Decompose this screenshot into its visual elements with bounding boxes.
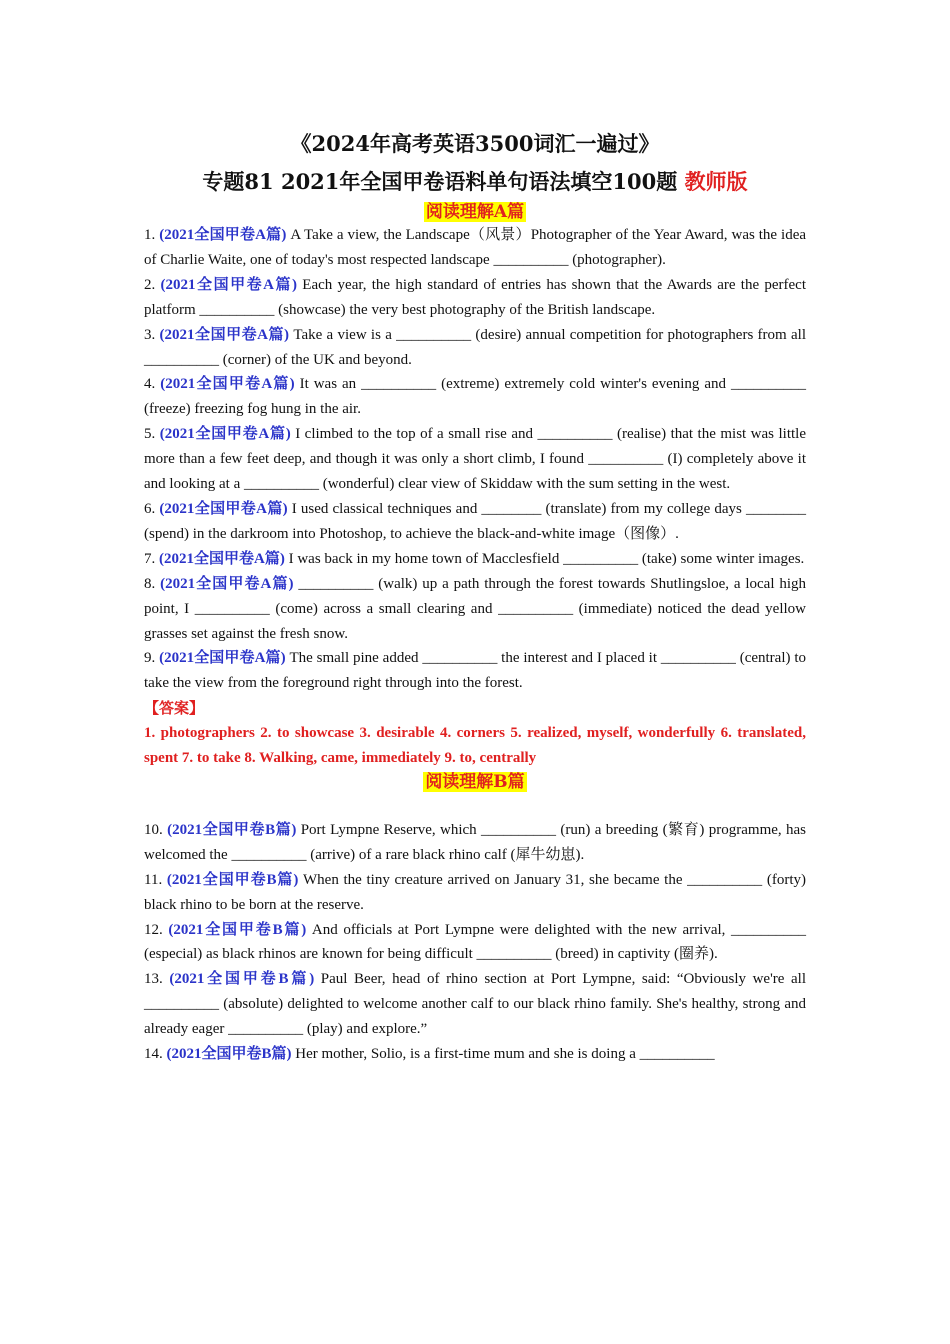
section-b-heading-text: 阅读理解B篇 — [425, 771, 525, 792]
question-item — [144, 572, 806, 647]
question-text: It was an __________ (extreme) extremely cold winter's evening and __________ (freeze) freezing fog hung in the air. — [144, 376, 807, 418]
question-source: (2021全国甲卷A篇) — [159, 227, 287, 243]
question-text: I climbed to the top of a small rise and __________ (realise) that the mist was little more than a few feet deep, and though it was only a short climb, I found __________ (I) completely above it and looking at a __________ (wonderful) clear view of Skiddaw with the sum setting in the west. — [144, 426, 806, 493]
question-item — [144, 273, 806, 323]
answer-label: 【答案】 — [144, 699, 205, 718]
question-text: Take a view is a __________ (desire) annual competition for photographers from all __________ (corner) of the UK and beyond. — [144, 326, 806, 368]
question-source: (2021全国甲卷B篇) — [166, 1046, 292, 1063]
question-item — [144, 372, 806, 422]
question-number: 11. — [144, 871, 167, 888]
question-item — [144, 497, 806, 547]
question-item — [144, 646, 806, 696]
question-number: 4. — [144, 376, 161, 393]
question-text: I used classical techniques and ________ (translate) from my college days ________ (spend) in the darkroom into Photoshop, to achieve the black-and-white image（图像）. — [144, 500, 807, 542]
question-source: (2021全国甲卷B篇) — [167, 821, 297, 838]
question-text: When the tiny creature arrived on January 31, she became the __________ (forty) black rhino to be born at the reserve. — [144, 871, 806, 913]
question-item — [144, 918, 806, 968]
question-number: 13. — [144, 971, 170, 988]
question-text: The small pine added __________ the interest and I placed it __________ (central) to take the view from the foreground right through into the forest. — [144, 650, 807, 692]
question-source: (2021全国甲卷A篇) — [160, 575, 294, 592]
section-b-heading — [144, 771, 806, 793]
question-number: 12. — [144, 921, 169, 938]
question-text: Port Lympne Reserve, which __________ (run) a breeding (繁育) programme, has welcomed the __________ (arrive) of a rare black rhino calf (犀牛幼崽). — [144, 821, 806, 863]
question-number: 2. — [144, 276, 161, 293]
question-source: (2021全国甲卷A篇) — [159, 650, 286, 667]
question-item — [144, 422, 806, 497]
question-source: (2021全国甲卷B篇) — [169, 971, 315, 988]
answer-text: 1. photographers 2. to showcase 3. desirable 4. corners 5. realized, myself, wonderfully 6. translated, spent 7. to take 8. Walking, came, immediately 9. to, centrally — [144, 725, 806, 767]
question-number: 6. — [144, 500, 160, 517]
question-source: (2021全国甲卷A篇) — [159, 550, 285, 567]
question-text: And officials at Port Lympne were delighted with the new arrival, __________ (especial) as black rhinos are known for being difficult __________ (breed) in captivity (圈养). — [144, 921, 807, 963]
question-source: (2021全国甲卷A篇) — [159, 500, 288, 517]
section-b-questions — [144, 818, 806, 1067]
section-a-heading-text: 阅读理解A篇 — [425, 202, 525, 222]
question-item — [144, 223, 806, 273]
question-number: 1. — [144, 227, 160, 243]
question-item — [144, 1042, 806, 1067]
question-text: A Take a view, the Landscape（风景）Photographer of the Year Award, was the idea of Charlie Waite, one of today's most respected landscape __________ (photographer). — [144, 227, 807, 268]
question-source: (2021全国甲卷A篇) — [159, 426, 291, 443]
question-text: Paul Beer, head of rhino section at Port Lympne, said: “Obviously we're all __________ (absolute) delighted to welcome another calf to our black rhino family. She's healthy, strong and already eager __________ (play) and explore.” — [144, 971, 806, 1038]
question-number: 9. — [144, 650, 160, 667]
question-item — [144, 967, 806, 1042]
question-number: 8. — [144, 575, 161, 592]
question-source: (2021全国甲卷B篇) — [168, 921, 307, 938]
question-item — [144, 323, 806, 373]
question-number: 14. — [144, 1046, 167, 1063]
question-number: 10. — [144, 821, 168, 838]
question-text: Her mother, Solio, is a first-time mum and she is doing a __________ — [291, 1046, 715, 1063]
question-text: __________ (walk) up a path through the forest towards Shutlingsloe, a local high point, I __________ (come) across a small clearing and __________ (immediate) noticed the dead yellow grasses set against the fresh snow. — [144, 575, 806, 642]
question-text: Each year, the high standard of entries has shown that the Awards are the perfect platform __________ (showcase) the very best photography of the British landscape. — [144, 276, 807, 318]
section-a-questions — [144, 223, 806, 696]
document-subtitle — [144, 167, 806, 197]
question-number: 3. — [144, 326, 160, 343]
section-a-heading — [144, 201, 806, 223]
subtitle-main: 专题81 2021年全国甲卷语料单句语法填空100题 — [202, 169, 685, 194]
teacher-edition-label: 教师版 — [684, 169, 748, 194]
question-text: I was back in my home town of Macclesfield __________ (take) some winter images. — [284, 550, 805, 567]
spacer — [144, 793, 806, 818]
question-item — [144, 547, 806, 572]
question-source: (2021全国甲卷A篇) — [160, 376, 295, 393]
question-item — [144, 868, 806, 918]
question-number: 5. — [144, 426, 160, 443]
question-source: (2021全国甲卷B篇) — [166, 871, 299, 888]
question-source: (2021全国甲卷A篇) — [159, 326, 290, 343]
question-item — [144, 818, 806, 868]
question-source: (2021全国甲卷A篇) — [160, 276, 298, 293]
question-number: 7. — [144, 550, 159, 567]
document-title: 《2024年高考英语3500词汇一遍过》 — [290, 131, 660, 156]
